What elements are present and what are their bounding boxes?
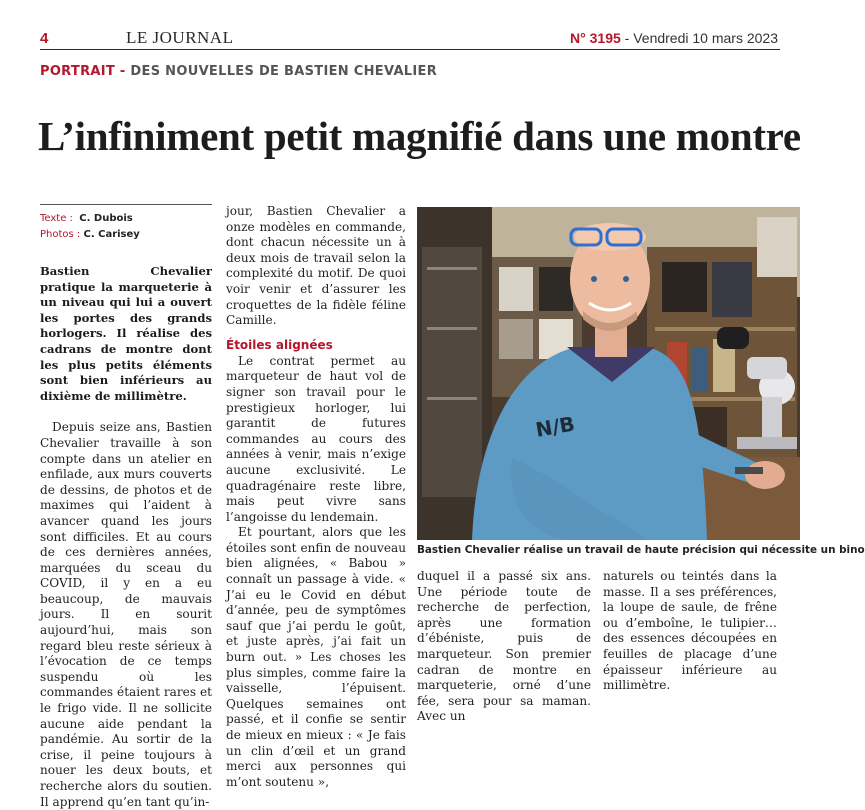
col1-paragraph-1: Depuis seize ans, Bastien Chevalier travaille à son compte dans un atelier en enfilade, aux murs couverts de dessins, de photos et de maximes qui l’aident à avancer quand les jours sont difficiles. Et au cours de ces dernières années, marquées du sceau du COVID, il y en a eu beaucoup, de mauvais jours. Il en sourit aujourd’hui, mais son regard bleu reste sérieux à l’évocation de ce temps suspendu où les commandes étaient rares et le frigo vide. Il ne sollicite aucune aide pendant la pandémie. Au sortir de la crise, il peine toujours à nouer les deux bouts, et recherche alors du soutien. Il apprend qu’en tant qu’in- (40, 420, 212, 809)
sweater-print: N/B (533, 411, 577, 442)
photo-credit (40, 227, 212, 243)
rubric-separator: - (115, 64, 131, 79)
masthead-logo: LE JOURNAL (126, 28, 234, 47)
rubric-subtitle: DES NOUVELLES DE BASTIEN CHEVALIER (130, 64, 438, 79)
rubric (40, 64, 437, 79)
article-column-1 (40, 264, 212, 809)
col4-paragraph-1: naturels ou teintés dans la masse. Il a ses préférences, la loupe de saule, de frêne ou d’emboîne, le tulipier… des essences découpées en feuilles de placage d’une épaisseur inférieure au millimètre. (603, 569, 777, 693)
issue-info (570, 30, 778, 46)
article-column-2 (226, 204, 406, 789)
article-column-3 (417, 569, 591, 724)
credits (40, 204, 212, 243)
subhead-etoiles: Étoiles alignées (226, 337, 333, 352)
issue-number: N° 3195 (570, 30, 621, 46)
issue-date: - Vendredi 10 mars 2023 (620, 30, 778, 46)
article-column-4 (603, 569, 777, 693)
col3-paragraph-1: duquel il a passé six ans. Une période toute de recherche de perfection, après une formation d’ébéniste, puis de marqueteur. Son premier cadran de montre en marqueterie, orné d’une fée, sera pour sa maman. Avec un (417, 569, 591, 724)
col2-paragraph-2: Le contrat permet au marqueteur de haut vol de signer son travail pour le prestigieux horloger, lui garantit de futures commandes au cours des années à venir, mais n’exige aucune exclusivité. Le quadragénaire reste libre, mais peut vivre sans l’angoisse du lendemain. (226, 353, 406, 524)
photo-caption: Bastien Chevalier réalise un travail de haute précision qui nécessite un bino (417, 544, 865, 556)
rubric-section: PORTRAIT (40, 64, 116, 79)
page-header (40, 26, 780, 50)
photo-credit-author: C. Carisey (83, 229, 140, 240)
text-credit-author: C. Dubois (79, 213, 133, 224)
chapeau: Bastien Chevalier pratique la marqueterie à un niveau qui lui a ouvert les portes des grands horlogers. Il réalise des cadrans de montre dont les plus petits éléments sont bien inférieurs au dixième de millimètre. (40, 264, 212, 403)
col2-paragraph-3: Et pourtant, alors que les étoiles sont enfin de nouveau bien alignées, « Babou » connaît un passage à vide. « J’ai eu le Covid en début d’année, peu de symptômes sauf que j’ai perdu le goût, et juste après, j’ai fait un burn out. » Les choses les plus simples, comme faire la vaisselle, l’épuisent. Quelques semaines ont passé, et il confie se sentir de mieux en mieux : « Je fais un clin d’œil et un grand merci aux personnes qui m’ont soutenu », (226, 525, 406, 789)
text-credit-label: Texte : (40, 213, 73, 224)
photo-credit-label: Photos : (40, 229, 81, 240)
text-credit (40, 211, 212, 227)
article-photo (417, 207, 800, 540)
workshop-photo-illustration (417, 207, 800, 540)
page-number: 4 (40, 30, 49, 47)
headline: L’infiniment petit magnifié dans une montre (38, 113, 801, 159)
col2-paragraph-1: jour, Bastien Chevalier a onze modèles en commande, dont chacun nécessite un à deux mois de travail selon la complexité du motif. De quoi voir venir et d’assurer les croquettes de la fidèle féline Camille. (226, 204, 406, 328)
